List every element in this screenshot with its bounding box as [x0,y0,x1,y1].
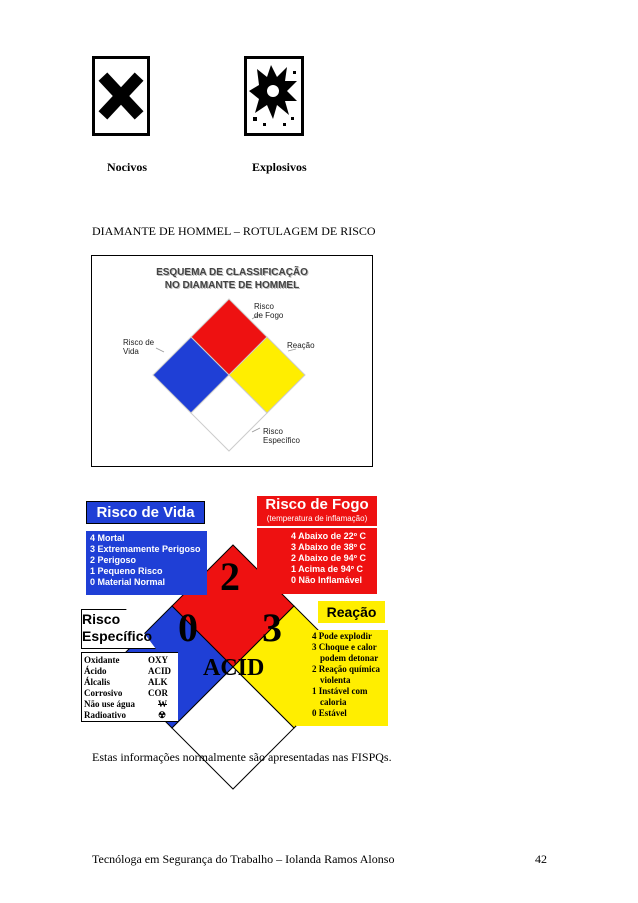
life-item: 1 Pequeno Risco [90,566,163,576]
specific-name: Corrosivo [84,688,123,698]
fire-item: 3 Abaixo de 38º C [291,542,366,552]
section-heading: DIAMANTE DE HOMMEL – ROTULAGEM DE RISCO [92,224,376,238]
fire-subtitle: (temperatura de inflamação) [266,514,368,523]
scheme-title-line1: ESQUEMA DE CLASSIFICAÇÃO [156,267,308,278]
specific-name: Ácido [84,666,107,676]
specific-name: Álcalis [84,677,110,687]
life-title: Risco de Vida [96,504,195,521]
reaction-item: 4 Pode explodir [312,631,372,641]
fire-title: Risco de Fogo [265,496,369,513]
scheme-label-life-line2: Vida [123,347,139,356]
footer-author: Tecnóloga em Segurança do Trabalho – Iolanda Ramos Alonso [92,852,395,866]
diamond-fire-value: 2 [220,554,240,599]
life-item: 4 Mortal [90,533,125,543]
scheme-label-specific-line2: Específico [263,436,300,445]
specific-code: W [158,699,167,709]
life-list-box [86,531,207,595]
specific-code: ACID [148,666,172,676]
radioactive-icon: ☢ [158,710,167,720]
specific-list-box [81,652,178,722]
fire-item: 2 Abaixo de 94º C [291,553,366,563]
specific-code: ALK [148,677,168,687]
specific-title-line2: Específico [82,628,153,644]
specific-code: OXY [148,655,168,665]
reaction-item: 2 Reação química [312,664,380,674]
specific-title-line1: Risco [82,611,121,627]
specific-name: Não use água [84,699,136,709]
reaction-item: podem detonar [320,653,379,663]
reaction-title: Reação [326,604,377,620]
life-item: 2 Perigoso [90,555,137,565]
scheme-label-life-line1: Risco de [123,338,155,347]
fire-list-box [257,528,377,594]
explosive-label: Explosivos [252,160,307,174]
fire-item: 4 Abaixo de 22º C [291,531,366,541]
reaction-item: 3 Choque e calor [312,642,377,652]
reaction-item: caloria [320,697,347,707]
scheme-label-reaction: Reação [287,341,315,350]
specific-name: Oxidante [84,655,120,665]
scheme-label-fire-line1: Risco [254,302,275,311]
specific-title [82,611,152,645]
specific-name: Radioativo [84,710,127,720]
specific-code: COR [148,688,168,698]
diamond-reaction-value: 3 [262,605,282,650]
diamond-specific-value: ACID [203,655,265,681]
life-title-box [86,501,205,524]
scheme-title-line2: NO DIAMANTE DE HOMMEL [164,280,300,291]
reaction-item: 0 Estável [312,708,347,718]
reaction-item: 1 Instável com [312,686,368,696]
harmful-label: Nocivos [107,160,147,174]
fire-item: 1 Acima de 94º C [291,564,363,574]
diamond-life-value: 0 [178,605,198,650]
footer-page-number: 42 [535,852,547,866]
fire-item: 0 Não Inflamável [291,575,363,585]
scheme-label-fire-line2: de Fogo [254,311,284,320]
fire-title-box [257,496,377,526]
scheme-label-specific-line1: Risco [263,427,284,436]
reaction-list-box [296,630,388,726]
fispq-note: Estas informações normalmente são apresentadas nas FISPQs. [92,750,392,764]
reaction-item: violenta [320,675,351,685]
life-item: 3 Extremamente Perigoso [90,544,201,554]
life-item: 0 Material Normal [90,577,166,587]
reaction-title-box [318,601,385,623]
